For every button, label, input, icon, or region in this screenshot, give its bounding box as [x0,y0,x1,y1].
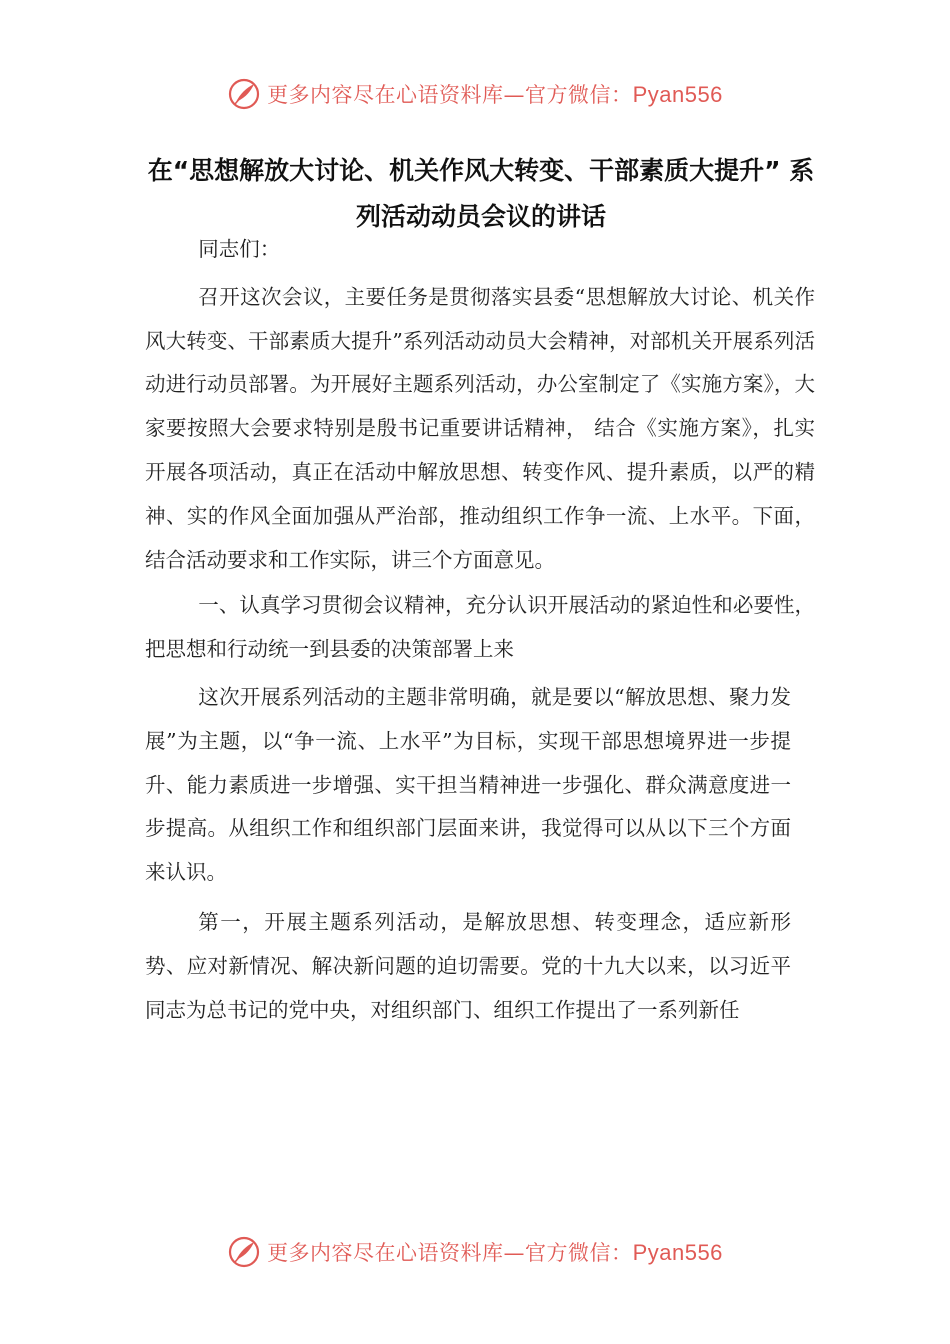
paragraph-first-point: 第一，开展主题系列活动，是解放思想、转变理念，适应新形势、应对新情况、解决新问题的迫切需要。党的十九大以来，以习近平同志为总书记的党中央，对组织部门、组织工作提出了一系列新任 [145,909,791,1022]
feather-pen-logo-icon [227,77,261,111]
document-title [145,148,817,240]
watermark-wechat-id: Pyan556 [632,1240,723,1265]
watermark-wechat-id: Pyan556 [632,82,723,107]
watermark-label: 更多内容尽在心语资料库—官方微信： [267,1241,633,1265]
paragraph-theme: 这次开展系列活动的主题非常明确，就是要以“解放思想、聚力发展”为主题，以“争一流、上水平”为目标，实现干部思想境界进一步提升、能力素质进一步增强、实干担当精神进一步强化、群众满意度进一步提高。从组织工作和组织部门层面来讲，我觉得可以从以下三个方面来认识。 [145,684,791,885]
watermark-header [0,74,950,114]
salutation: 同志们： [198,237,281,261]
title-line-2: 列活动动员会议的讲话 [355,202,606,231]
watermark-label: 更多内容尽在心语资料库—官方微信： [267,83,633,107]
watermark-footer [0,1232,950,1272]
watermark-text [267,79,723,109]
paragraph-intro: 召开这次会议，主要任务是贯彻落实县委“思想解放大讨论、机关作风大转变、干部素质大提升”系列活动动员大会精神，对部机关开展系列活动进行动员部署。为开展好主题系列活动，办公室制定了《实施方案》，大家要按照大会要求特别是殷书记重要讲话精神， 结合《实施方案》，扎实开展各项活动，真正在活动中解放思想、转变作风、提升素质，以严的精神、实的作风全面加强从严治部，推动组织工作争一流、上水平。下面，结合活动要求和工作实际，讲三个方面意见。 [145,284,815,572]
title-line-1: 在“思想解放大讨论、机关作风大转变、干部素质大提升” 系 [147,156,815,185]
watermark-text [267,1237,723,1267]
document-body [145,228,815,1032]
section-heading-1: 一、认真学习贯彻会议精神，充分认识开展活动的紧迫性和必要性，把思想和行动统一到县委的决策部署上来 [145,593,815,662]
feather-pen-logo-icon [227,1235,261,1269]
